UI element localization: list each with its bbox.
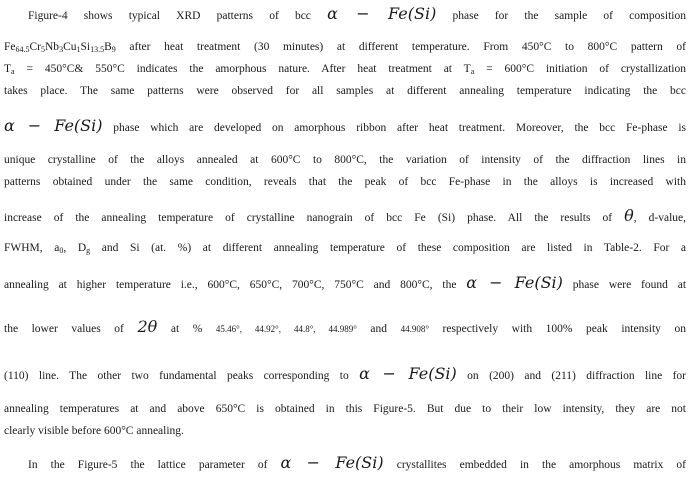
composition-subscript: 13.5 (90, 45, 105, 54)
paragraph-1-line-13 (4, 402, 686, 416)
text: at % (157, 323, 216, 335)
composition-element: Cr (29, 41, 41, 53)
composition-subscript: 9 (111, 45, 116, 54)
text: increase of the annealing temperature of crystalline nanograin of bcc Fe (Si) phase. All the results of (4, 212, 625, 224)
text: = 600°C initiation of crystallization (474, 63, 686, 75)
text: T (4, 63, 12, 75)
text: annealing temperatures at and above 650°C is obtained in this Figure-5. But due to their low intensity, they are not (4, 403, 686, 415)
text: phase were found at (562, 279, 687, 291)
composition-subscript: 1 (76, 45, 81, 54)
text: = 450°C& 550°C indicates the amorphous nature. After heat treatment at T (14, 63, 471, 75)
paragraph-1-line-2 (4, 40, 686, 57)
composition-element: Si (80, 41, 91, 53)
text: crystallites embedded in the amorphous matrix of (383, 459, 687, 471)
text: phase which are developed on amorphous ribbon after heat treatment. Moreover, the bcc Fe-phase is (102, 122, 687, 134)
composition-element: Fe (4, 41, 16, 53)
paragraph-1-line-4 (4, 84, 686, 98)
composition-element: Cu (63, 41, 77, 53)
formula-alpha-fe-si: α − Fe(Si) (4, 116, 103, 135)
paragraph-1-line-8 (4, 206, 687, 225)
subscript: a (470, 67, 475, 76)
text: , d-value, (633, 212, 687, 224)
text: patterns obtained under the same condition, reveals that the peak of bcc Fe-phase in the alloys is increased with (4, 176, 686, 188)
text: FWHM, a (4, 242, 60, 254)
text: on (200) and (211) diffraction line for (456, 370, 687, 382)
composition-subscript: 64.5 (15, 45, 30, 54)
paragraph-1-line-6 (4, 153, 686, 167)
text: takes place. The same patterns were observed for all samples at different annealing temperature indicating the bcc (4, 85, 686, 97)
subscript: a (11, 67, 15, 76)
paragraph-1-line-11 (4, 317, 686, 336)
text: (110) line. The other two fundamental peaks corresponding to (4, 370, 360, 382)
formula-alpha-fe-si: α − Fe(Si) (327, 4, 437, 23)
composition-element: Nb (45, 41, 60, 53)
subscript: 0 (59, 246, 64, 255)
text: Figure-4 shows typical XRD patterns of bcc (28, 10, 328, 22)
text: annealing at higher temperature i.e., 600°C, 650°C, 700°C, 750°C and 800°C, the (4, 279, 467, 291)
symbol-theta: θ (624, 206, 634, 225)
text: respectively with 100% peak intensity on (428, 323, 686, 335)
text: , D (63, 242, 87, 254)
composition-subscript: 3 (59, 45, 64, 54)
formula-alpha-fe-si: α − Fe(Si) (280, 453, 384, 472)
angle-value-last: 44.908° (400, 324, 429, 334)
text: phase for the sample of composition (436, 10, 686, 22)
angle-values: 45.46°, 44.92°, 44.8°, 44.989° (215, 324, 357, 334)
paragraph-1-line-5 (4, 116, 687, 135)
text: clearly visible before 600°C annealing. (4, 425, 184, 437)
text: and (356, 323, 401, 335)
paragraph-1-line-7 (4, 175, 686, 189)
paragraph-1-line-9 (4, 241, 686, 258)
text: the lower values of (4, 323, 138, 335)
formula-alpha-fe-si: α − Fe(Si) (466, 273, 563, 292)
paragraph-1-line-12 (4, 364, 687, 383)
composition-element: B (104, 41, 112, 53)
composition-subscript: 5 (41, 45, 45, 54)
symbol-2theta: 2θ (137, 317, 158, 336)
paragraph-1-line-14 (4, 424, 686, 438)
text: after heat treatment (30 minutes) at different temperature. From 450°C to 800°C pattern of (115, 41, 686, 53)
subscript: g (86, 246, 91, 255)
text: In the Figure-5 the lattice parameter of (28, 459, 281, 471)
paragraph-2-line-1 (28, 453, 687, 472)
paragraph-1-line-1 (28, 4, 686, 23)
paragraph-1-line-3 (4, 62, 686, 79)
formula-alpha-fe-si: α − Fe(Si) (359, 364, 457, 383)
paragraph-1-line-10 (4, 273, 687, 292)
text: and Si (at. %) at different annealing temperature of these composition are listed in Table-2. For a (90, 242, 687, 254)
text: unique crystalline of the alloys annealed at 600°C to 800°C, the variation of intensity of the diffraction lines in (4, 154, 686, 166)
